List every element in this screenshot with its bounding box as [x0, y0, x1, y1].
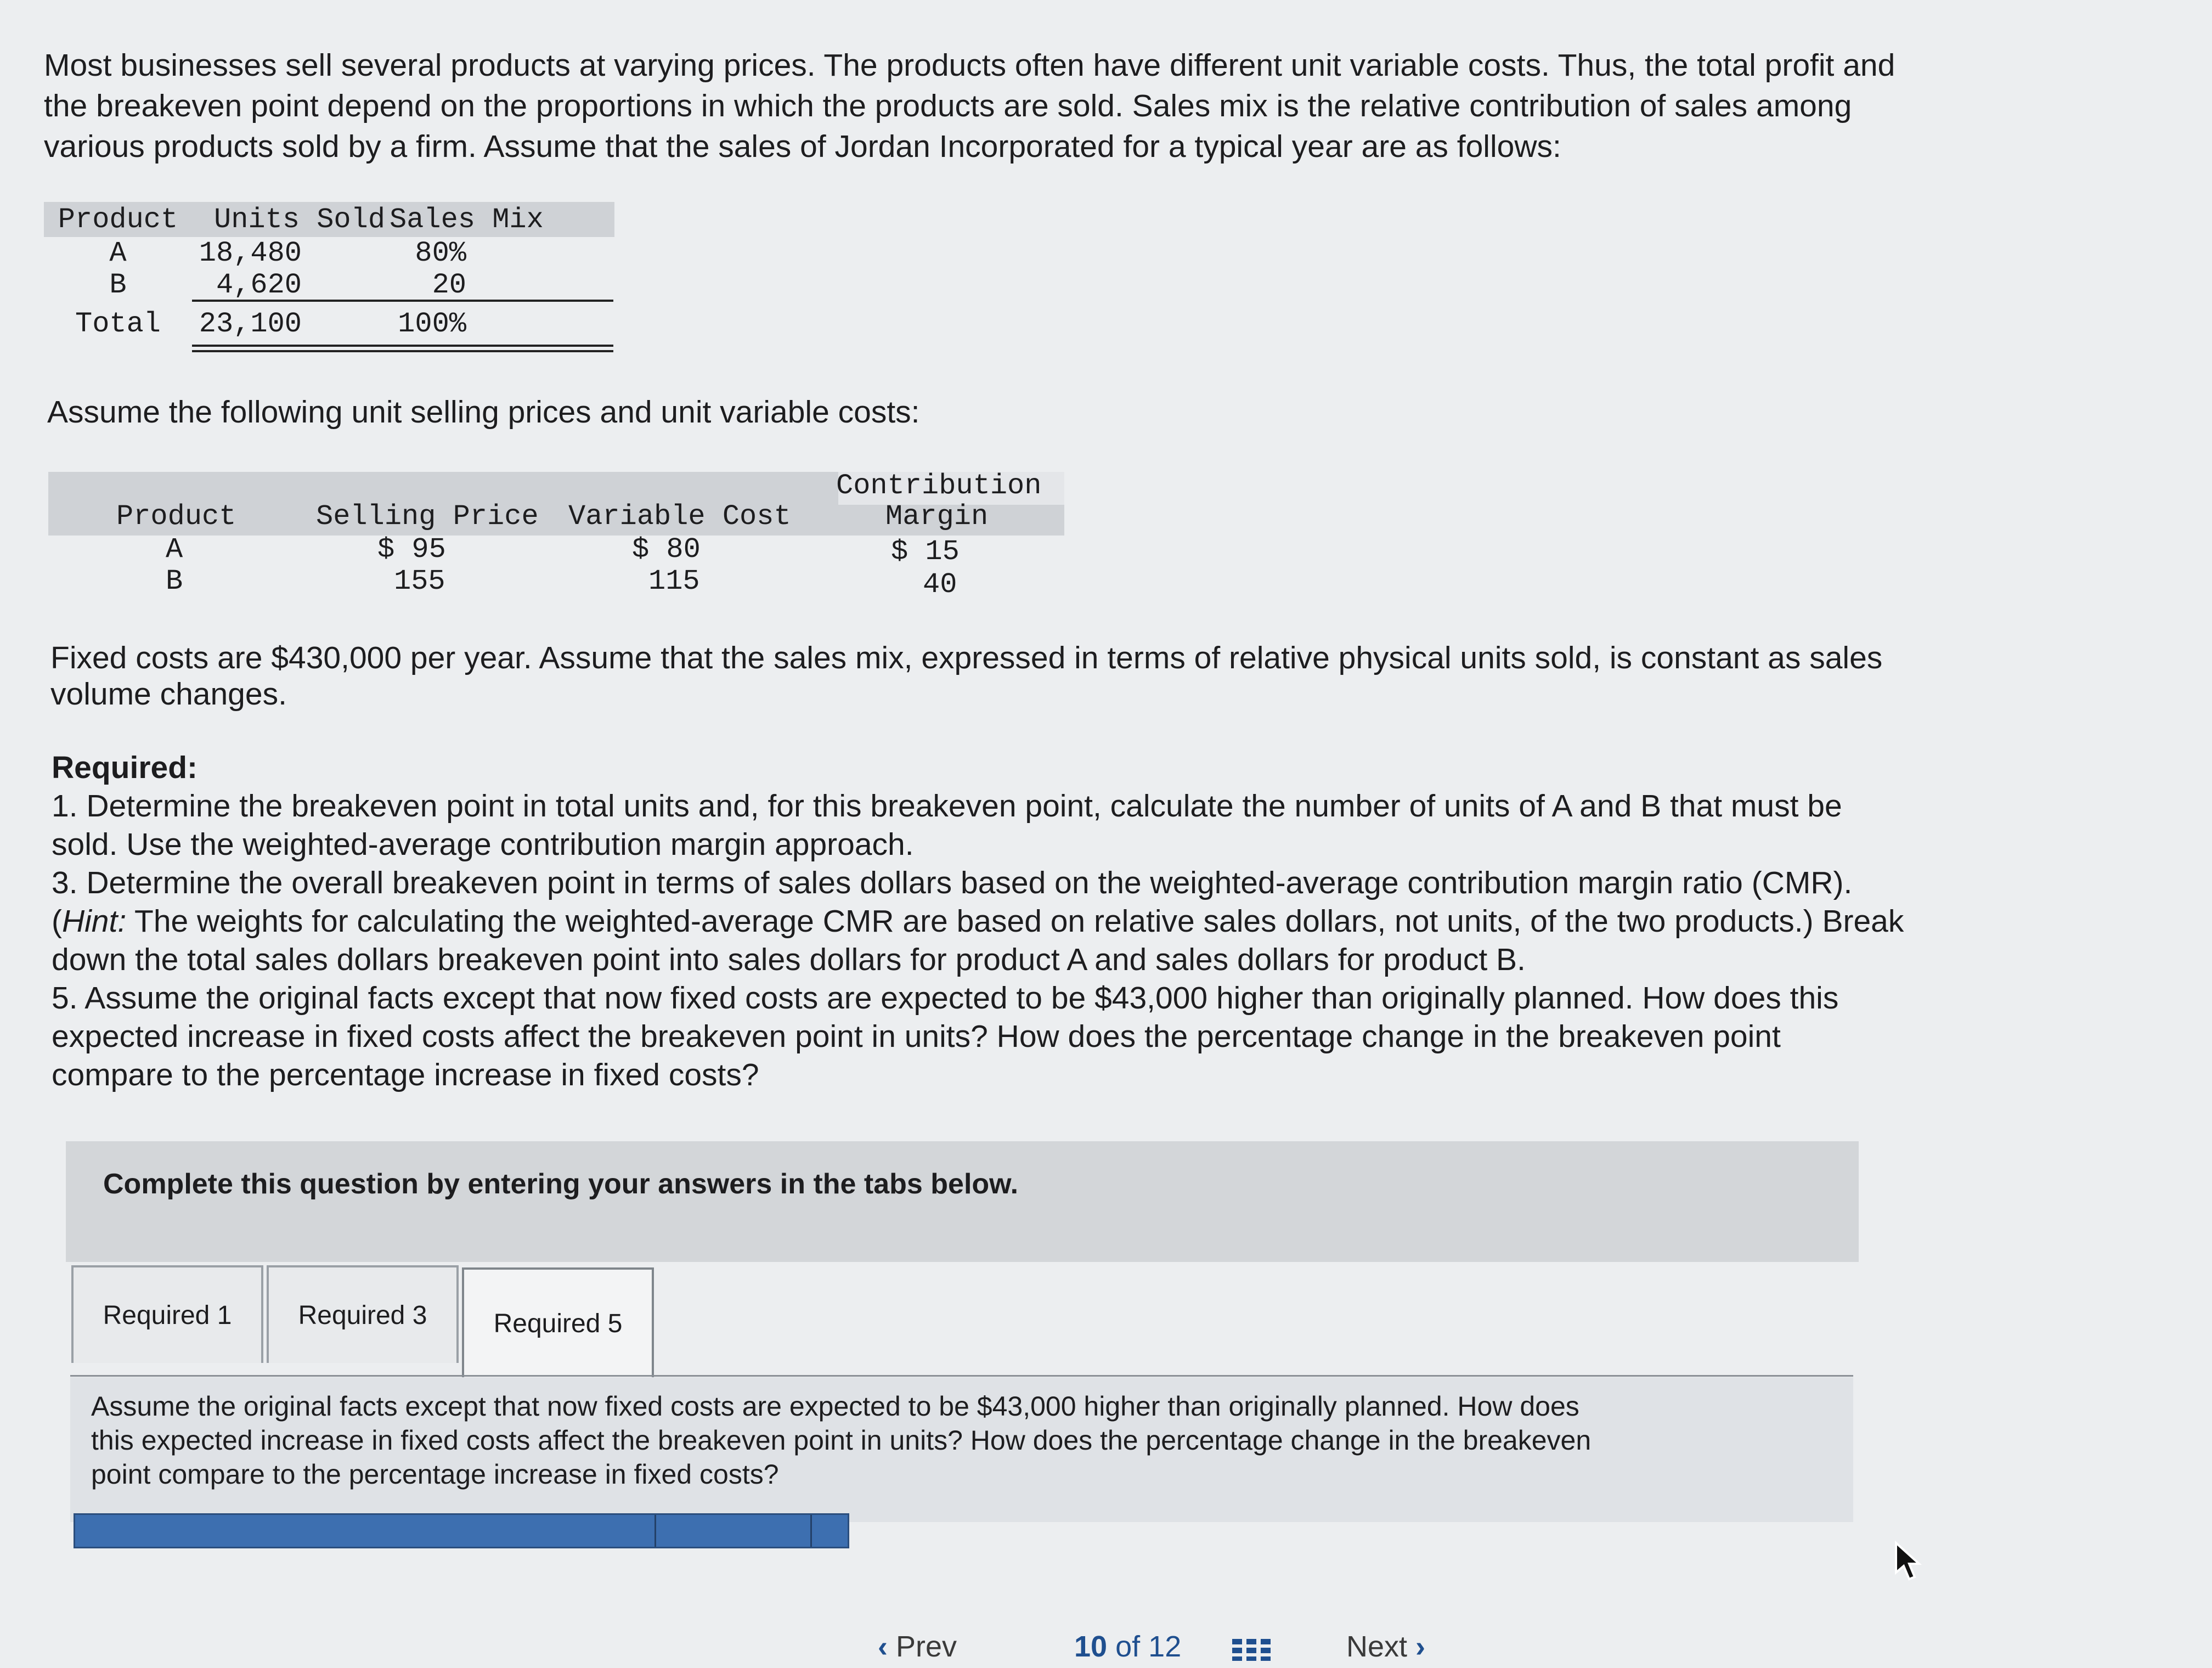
grid-icon[interactable] [1232, 1634, 1272, 1668]
total-double-rule-bottom [192, 350, 613, 352]
total-label: Total [75, 307, 161, 340]
col-header-selling-price: Selling Price [316, 500, 539, 533]
subtotal-rule [192, 300, 613, 302]
next-button[interactable] [1346, 1630, 1425, 1664]
variable-cell: 115 [648, 565, 700, 598]
tab-question-line: this expected increase in fixed costs affect the breakeven point in units? How does the percentage change in the breakeven [91, 1425, 1592, 1456]
prev-button[interactable] [878, 1630, 957, 1664]
intro-line: the breakeven point depend on the proportions in which the products are sold. Sales mix is the relative contribution of sales among [44, 88, 1852, 123]
variable-cell: $ 80 [632, 533, 701, 566]
next-label: Next [1346, 1630, 1408, 1663]
tab-required-5[interactable]: Required 5 [462, 1267, 654, 1377]
table-row [44, 269, 614, 301]
mix-cell: 80% [415, 236, 466, 269]
tab-question-line: point compare to the percentage increase in fixed costs? [91, 1459, 779, 1490]
required-line: The weights for calculating the weighted-average CMR are based on relative sales dollars, not units, of the two products.) Break [134, 904, 1904, 939]
required-line: expected increase in fixed costs affect the breakeven point in units? How does the percentage change in the breakeven point [52, 1019, 1781, 1054]
required-line: sold. Use the weighted-average contribution margin approach. [52, 827, 914, 862]
col-header-product: Product [58, 203, 178, 236]
assume-prices-text: Assume the following unit selling prices and unit variable costs: [47, 395, 920, 430]
cm-cell: 40 [923, 568, 957, 601]
column-divider [654, 1515, 656, 1547]
page-current: 10 [1074, 1630, 1108, 1663]
fixed-costs-line: volume changes. [50, 677, 287, 712]
mouse-pointer-icon [1893, 1541, 1926, 1585]
total-mix: 100% [398, 307, 466, 340]
chevron-right-icon: › [1407, 1630, 1426, 1663]
required-hint-line [52, 902, 1904, 940]
page-of: of [1115, 1630, 1141, 1663]
product-cell: B [109, 268, 127, 301]
required-line: compare to the percentage increase in fixed costs? [52, 1057, 759, 1092]
col-header-units-sold: Units Sold [214, 203, 386, 236]
required-line: 1. Determine the breakeven point in total units and, for this breakeven point, calculate the number of units of A and B that must be [52, 788, 1842, 824]
col-header-product: Product [116, 500, 236, 533]
panel-instructions: Complete this question by entering your answers in the tabs below. [103, 1168, 1019, 1200]
answer-table-header [74, 1513, 849, 1548]
tab-required-1[interactable]: Required 1 [71, 1265, 263, 1363]
page-total: 12 [1148, 1630, 1182, 1663]
required-title: Required: [52, 750, 198, 785]
instructions-panel [66, 1141, 1859, 1262]
column-divider [810, 1515, 812, 1547]
col-header-variable-cost: Variable Cost [568, 500, 791, 533]
intro-line: various products sold by a firm. Assume that the sales of Jordan Incorporated for a typical year are as follows: [44, 129, 1561, 164]
intro-paragraph [44, 45, 1895, 167]
required-section [52, 748, 1904, 1094]
intro-line: Most businesses sell several products at varying prices. The products often have different unit variable costs. Thus, the total profit and [44, 48, 1895, 83]
col-header-contribution: Contribution [836, 470, 1042, 502]
page-indicator[interactable] [1074, 1630, 1181, 1664]
total-double-rule-top [192, 345, 613, 347]
cm-cell: $ 15 [891, 536, 960, 568]
tab-required-3[interactable]: Required 3 [267, 1265, 459, 1363]
fixed-costs-paragraph [50, 638, 1882, 714]
price-table [48, 472, 1064, 604]
chevron-left-icon: ‹ [878, 1630, 896, 1663]
units-cell: 4,620 [216, 268, 302, 301]
fixed-costs-line: Fixed costs are $430,000 per year. Assume that the sales mix, expressed in terms of relative physical units sold, is constant as sales [50, 640, 1883, 675]
mix-cell: 20 [432, 268, 466, 301]
tab-content-panel [70, 1377, 1853, 1522]
tab-question-line: Assume the original facts except that now fixed costs are expected to be $43,000 higher than originally planned. How does [91, 1391, 1579, 1422]
product-cell: A [166, 533, 183, 566]
price-cell: 155 [394, 565, 445, 598]
tab-question-text [91, 1389, 1836, 1491]
product-cell: B [166, 565, 183, 598]
units-cell: 18,480 [199, 236, 302, 269]
table-total-row [44, 301, 614, 347]
col-header-margin: Margin [885, 500, 989, 533]
price-cell: $ 95 [377, 533, 446, 566]
required-line: down the total sales dollars breakeven point into sales dollars for product A and sales dollars for product B. [52, 942, 1526, 977]
product-cell: A [109, 236, 127, 269]
table-row [44, 237, 614, 269]
sales-mix-table [44, 202, 614, 347]
col-header-sales-mix: Sales Mix [390, 203, 544, 236]
total-units: 23,100 [199, 307, 302, 340]
prev-label: Prev [896, 1630, 957, 1663]
hint-label: Hint: [61, 904, 127, 939]
required-line: 5. Assume the original facts except that now fixed costs are expected to be $43,000 higher than originally planned. How does this [52, 980, 1839, 1016]
table-header-row [44, 202, 614, 237]
tab-divider [70, 1375, 1853, 1377]
required-line: 3. Determine the overall breakeven point in terms of sales dollars based on the weighted-average contribution margin ratio (CMR). [52, 865, 1853, 900]
hint-paren: ( [52, 904, 62, 939]
